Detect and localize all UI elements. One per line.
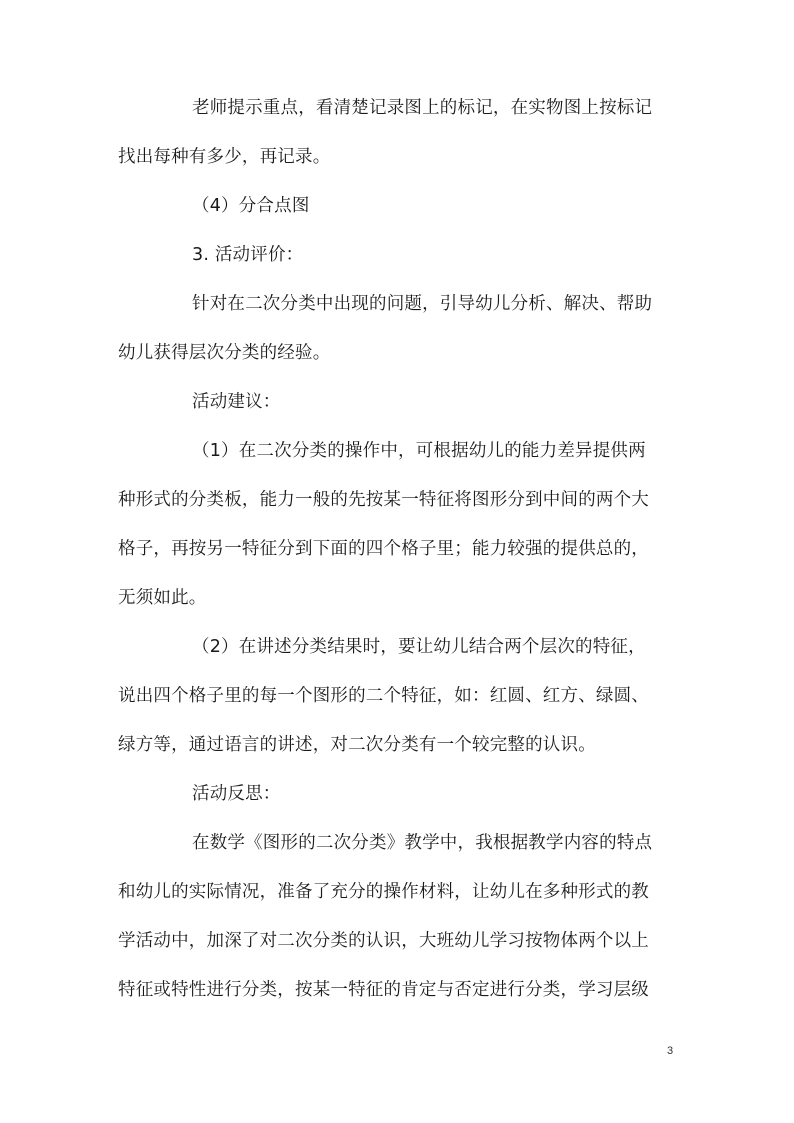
text-line: 特征或特性进行分类，按某一特征的肯定与否定进行分类，学习层级 xyxy=(118,980,649,1000)
text-line: 格子，再按另一特征分到下面的四个格子里；能力较强的提供总的， xyxy=(118,539,649,559)
text-line: 在数学《图形的二次分类》教学中，我根据教学内容的特点 xyxy=(192,833,653,853)
text-line: 针对在二次分类中出现的问题，引导幼儿分析、解决、帮助 xyxy=(192,294,653,314)
section-heading: 活动建议： xyxy=(192,392,281,412)
text-line: （2）在讲述分类结果时，要让幼儿结合两个层次的特征， xyxy=(192,637,646,657)
section-heading: 3. 活动评价： xyxy=(192,245,304,265)
text-line: 幼儿获得层次分类的经验。 xyxy=(118,343,331,363)
page-number: 3 xyxy=(667,1045,674,1057)
text-line: 和幼儿的实际情况，准备了充分的操作材料，让幼儿在多种形式的教 xyxy=(118,882,649,902)
text-line: 学活动中，加深了对二次分类的认识，大班幼儿学习按物体两个以上 xyxy=(118,931,649,951)
text-line: 绿方等，通过语言的讲述，对二次分类有一个较完整的认识。 xyxy=(118,735,596,755)
text-line: 说出四个格子里的每一个图形的二个特征，如：红圆、红方、绿圆、 xyxy=(118,686,649,706)
text-line: 无须如此。 xyxy=(118,588,207,608)
text-line: 老师提示重点，看清楚记录图上的标记，在实物图上按标记 xyxy=(192,98,653,118)
section-heading: （4）分合点图 xyxy=(192,196,310,216)
section-heading: 活动反思： xyxy=(192,784,281,804)
text-line: 种形式的分类板，能力一般的先按某一特征将图形分到中间的两个大 xyxy=(118,490,649,510)
text-line: （1）在二次分类的操作中，可根据幼儿的能力差异提供两 xyxy=(192,441,646,461)
text-line: 找出每种有多少，再记录。 xyxy=(118,147,331,167)
